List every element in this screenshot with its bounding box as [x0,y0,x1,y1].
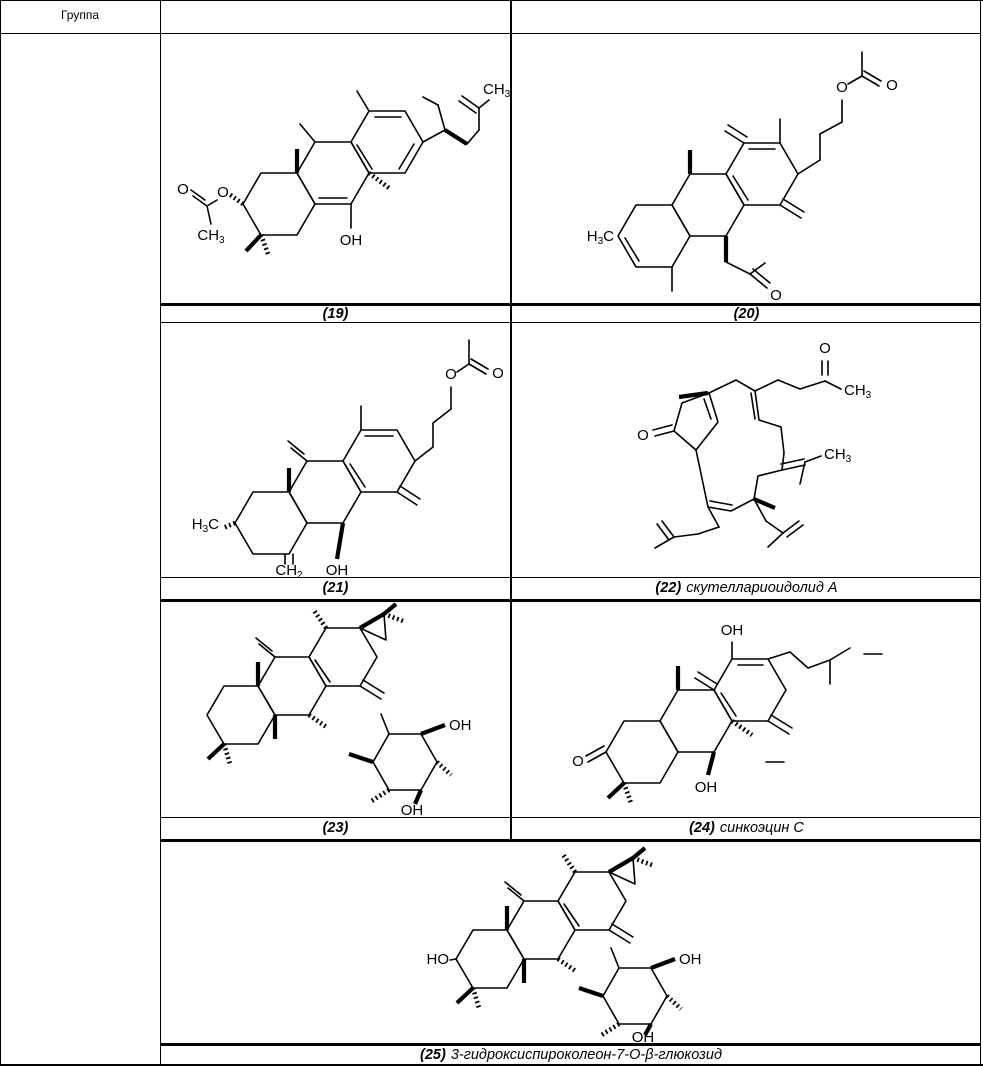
atom-label-ch3-mid: $CH_3$ [824,446,852,465]
header-cell-group [0,0,160,33]
atom-label-o-ketone: O [637,427,649,444]
structure-cell-22 [512,323,981,577]
caption-24: (24) синкоэцин С [689,820,804,836]
atom-label-o-top: O [819,340,831,357]
molecule-24-structure [512,600,981,817]
structure-cell-24 [512,600,981,817]
structure-cell-20 [512,34,981,303]
caption-23: (23) [322,820,349,836]
atom-label-oh-right: OH [449,717,472,734]
atom-label-oh-bottom: OH [631,1029,655,1043]
atom-label-h3c: $H_3C$ [191,516,219,535]
atom-label-o-bottom: O [770,287,782,303]
group-header-label: Группа [60,8,100,22]
atom-label-ho: HO [426,951,449,968]
atom-label-o-carbonyl: O [177,181,189,198]
atom-label-ch3-top: $CH_3$ [483,81,510,100]
atom-label-oh: OH [339,232,363,249]
atom-label-oh: OH [325,562,349,577]
caption-21: (21) [322,580,349,596]
structure-cell-21 [161,323,510,577]
molecule-25-structure [161,842,981,1043]
atom-label-oh-bottom: OH [400,802,424,817]
atom-label-ch2: $CH_2$ [275,562,303,577]
atom-label-o-carbonyl: O [492,365,504,382]
atom-label-h3c: $H_3C$ [586,228,614,247]
table-border [0,1064,983,1066]
atom-label-ch3-top: $CH_3$ [844,382,872,401]
atom-label-ch3-acetyl: $CH_3$ [197,227,225,246]
molecule-22-structure [512,323,981,577]
atom-label-o-ketone: O [572,753,584,770]
molecule-23-structure [161,600,510,817]
caption-19: (19) [322,306,349,322]
molecule-21-structure [161,323,510,577]
caption-20: (20) [733,306,760,322]
structure-cell-25 [161,842,981,1043]
structure-cell-23 [161,600,510,817]
atom-label-oh-right: OH [679,951,702,968]
caption-25: (25) 3-гидроксиспироколеон-7-О-β-глюкозид [420,1047,722,1063]
atom-label-oh-bottom: OH [694,779,718,796]
atom-label-o-ester: O [445,366,457,383]
structure-cell-19 [161,34,510,303]
atom-label-o-ester: O [217,184,229,201]
atom-label-o-carbonyl: O [886,77,898,94]
table-border [0,0,1,1066]
atom-label-oh-top: OH [720,622,744,639]
molecule-20-structure [512,34,981,303]
atom-label-o-ester: O [836,79,848,96]
molecule-19-structure [161,34,510,303]
caption-22: (22) скутеллариоидолид А [655,580,838,596]
